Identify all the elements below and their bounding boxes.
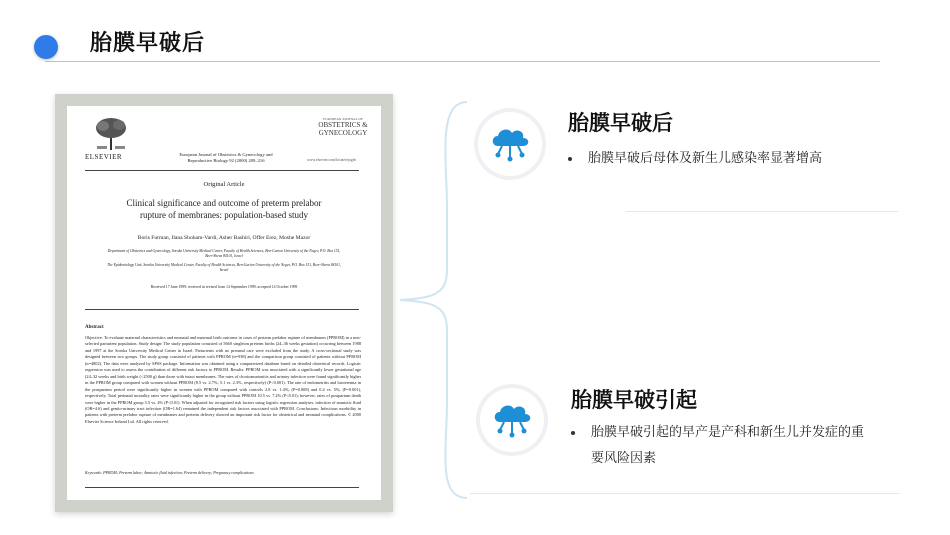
abstract-rule-bottom	[85, 487, 359, 488]
article-type: Original Article	[203, 181, 245, 188]
journal-url: www.elsevier.com/locate/ejogrb	[307, 158, 356, 162]
title-bullet-dot	[34, 35, 58, 59]
section-2-bullet-text: 胎膜早破引起的早产是产科和新生儿并发症的重要风险因素	[591, 425, 865, 466]
journal-citation: European Journal of Obstetrics & Gynecology and Reproductive Biology 92 (2000) 209–216	[179, 152, 273, 163]
bullet-dot	[568, 157, 572, 161]
journal-brand-small: EUROPEAN JOURNAL OF	[323, 117, 363, 121]
header-rule	[85, 170, 359, 171]
article-authors: Boris Furman, Ilana Shoham-Vardi, Asher Bashiri, Offer Erez, Moshe Mazor	[137, 235, 311, 241]
abstract-heading: Abstract	[85, 325, 104, 330]
abstract-text: Objective: To evaluate maternal characteristics and neonatal and maternal birth outcome in cases of preterm prelabor rupture of membranes (PPROM) in a non-selected parturient population. Study design: The study population consisted of 5660 singleton preterm births (24–36 weeks gestation) occurring between 1988 and 1997 at the Soroka University Medical Center in Israel. Parturients with no prenatal care were excluded from the study. A cross-sectional study was designed between two groups. The study group consisted of patients with PPROM (n=938) and the comparison group consisted of patients without PPROM (n=4802). The data were analyzed by SPSS package. Information was obtained using a computerized database based on detailed obstetrical records. Logistic regression was used to assess the contribution of different risk factors to PPROM. Results: PPROM was associated with a significantly lower gestational age (24–32 weeks and birth weight (<2500 g) than those with intact membranes. The rates of chorioamnionitis and urinary infection were found significantly higher in the PPROM group compared with women without PPROM (8.5 vs. 2.7%; 5.1 vs. 2.3%, respectively) (P<0.001). The rate of endometritis and bacteremia in the postpartum period were significantly higher in women with PPROM compared with controls 2.8 vs. 1.4%, (P=0.008) and 0.4 vs. 5%, (P=0.001), respectively. Total perinatal mortality rates were significantly higher in the group without PPROM 10.5 vs. 7.2% (P<0.01); however, rates of postpartum death were higher in the PPROM group 5.5 vs. 4% (P<0.01). When adjusted for recognized risk factors using logistic regression analyses, infection of amniotic fluid (OR=4.6) and genito-urinary tract infection (OR=1.64) remained the independent risk factors associated with PPROM. Conclusions: Infectious morbidity in patients with preterm prelabor rupture of membranes and preterm delivery showed an important risk factor for obstetrical and neonatal complications. © 2000 Elsevier Science Ireland Ltd. All rights reserved.	[85, 335, 361, 424]
slide-title: 胎膜早破后	[90, 31, 206, 56]
section-2-bullet	[571, 420, 871, 472]
journal-brand-name: OBSTETRICS & GYNECOLOGY	[318, 121, 368, 137]
bullet-dot	[571, 431, 575, 435]
cloud-network-icon	[488, 124, 532, 164]
article-page	[67, 106, 381, 500]
title-underline	[45, 61, 880, 62]
section-1-bullet-text: 胎膜早破后母体及新生儿感染率显著增高	[588, 151, 823, 166]
section-2-icon-badge	[476, 384, 548, 456]
bottom-divider	[470, 493, 900, 494]
abstract-rule-top	[85, 309, 359, 310]
received-dates: Received 17 June 1999; received in revised form 14 September 1999; accepted 14 October 1999	[150, 285, 298, 289]
section-divider	[626, 211, 898, 212]
journal-brand	[311, 117, 375, 137]
elsevier-tree-logo	[91, 116, 131, 152]
article-title: Clinical significance and outcome of preterm prelabor rupture of membranes: population-based study	[126, 198, 322, 220]
affiliation-2: The Epidemiology Unit, Soroka University Medical Center, Faculty of Health Sciences, Ben-Gurion University of the Negev, P.O. Box 151, Beer-Sheva 84101, Israel	[107, 263, 341, 272]
section-1-icon-badge	[474, 108, 546, 180]
section-1-bullet	[568, 146, 878, 172]
section-1-title: 胎膜早破后	[568, 111, 673, 135]
section-2-title: 胎膜早破引起	[571, 388, 697, 412]
publisher-name: ELSEVIER	[85, 153, 123, 161]
cloud-network-icon	[490, 400, 534, 440]
keywords: Keywords: PPROM; Preterm labor; Amniotic fluid infection; Preterm delivery; Pregnancy complications	[85, 470, 254, 475]
document-image-frame	[55, 94, 393, 512]
affiliation-1: Department of Obstetrics and Gynecology, Soroka University Medical Center, Faculty of Health Sciences, Ben-Gurion University of the Negev, P.O. Box 151, Beer-Sheva 84101, Israel	[107, 249, 341, 258]
